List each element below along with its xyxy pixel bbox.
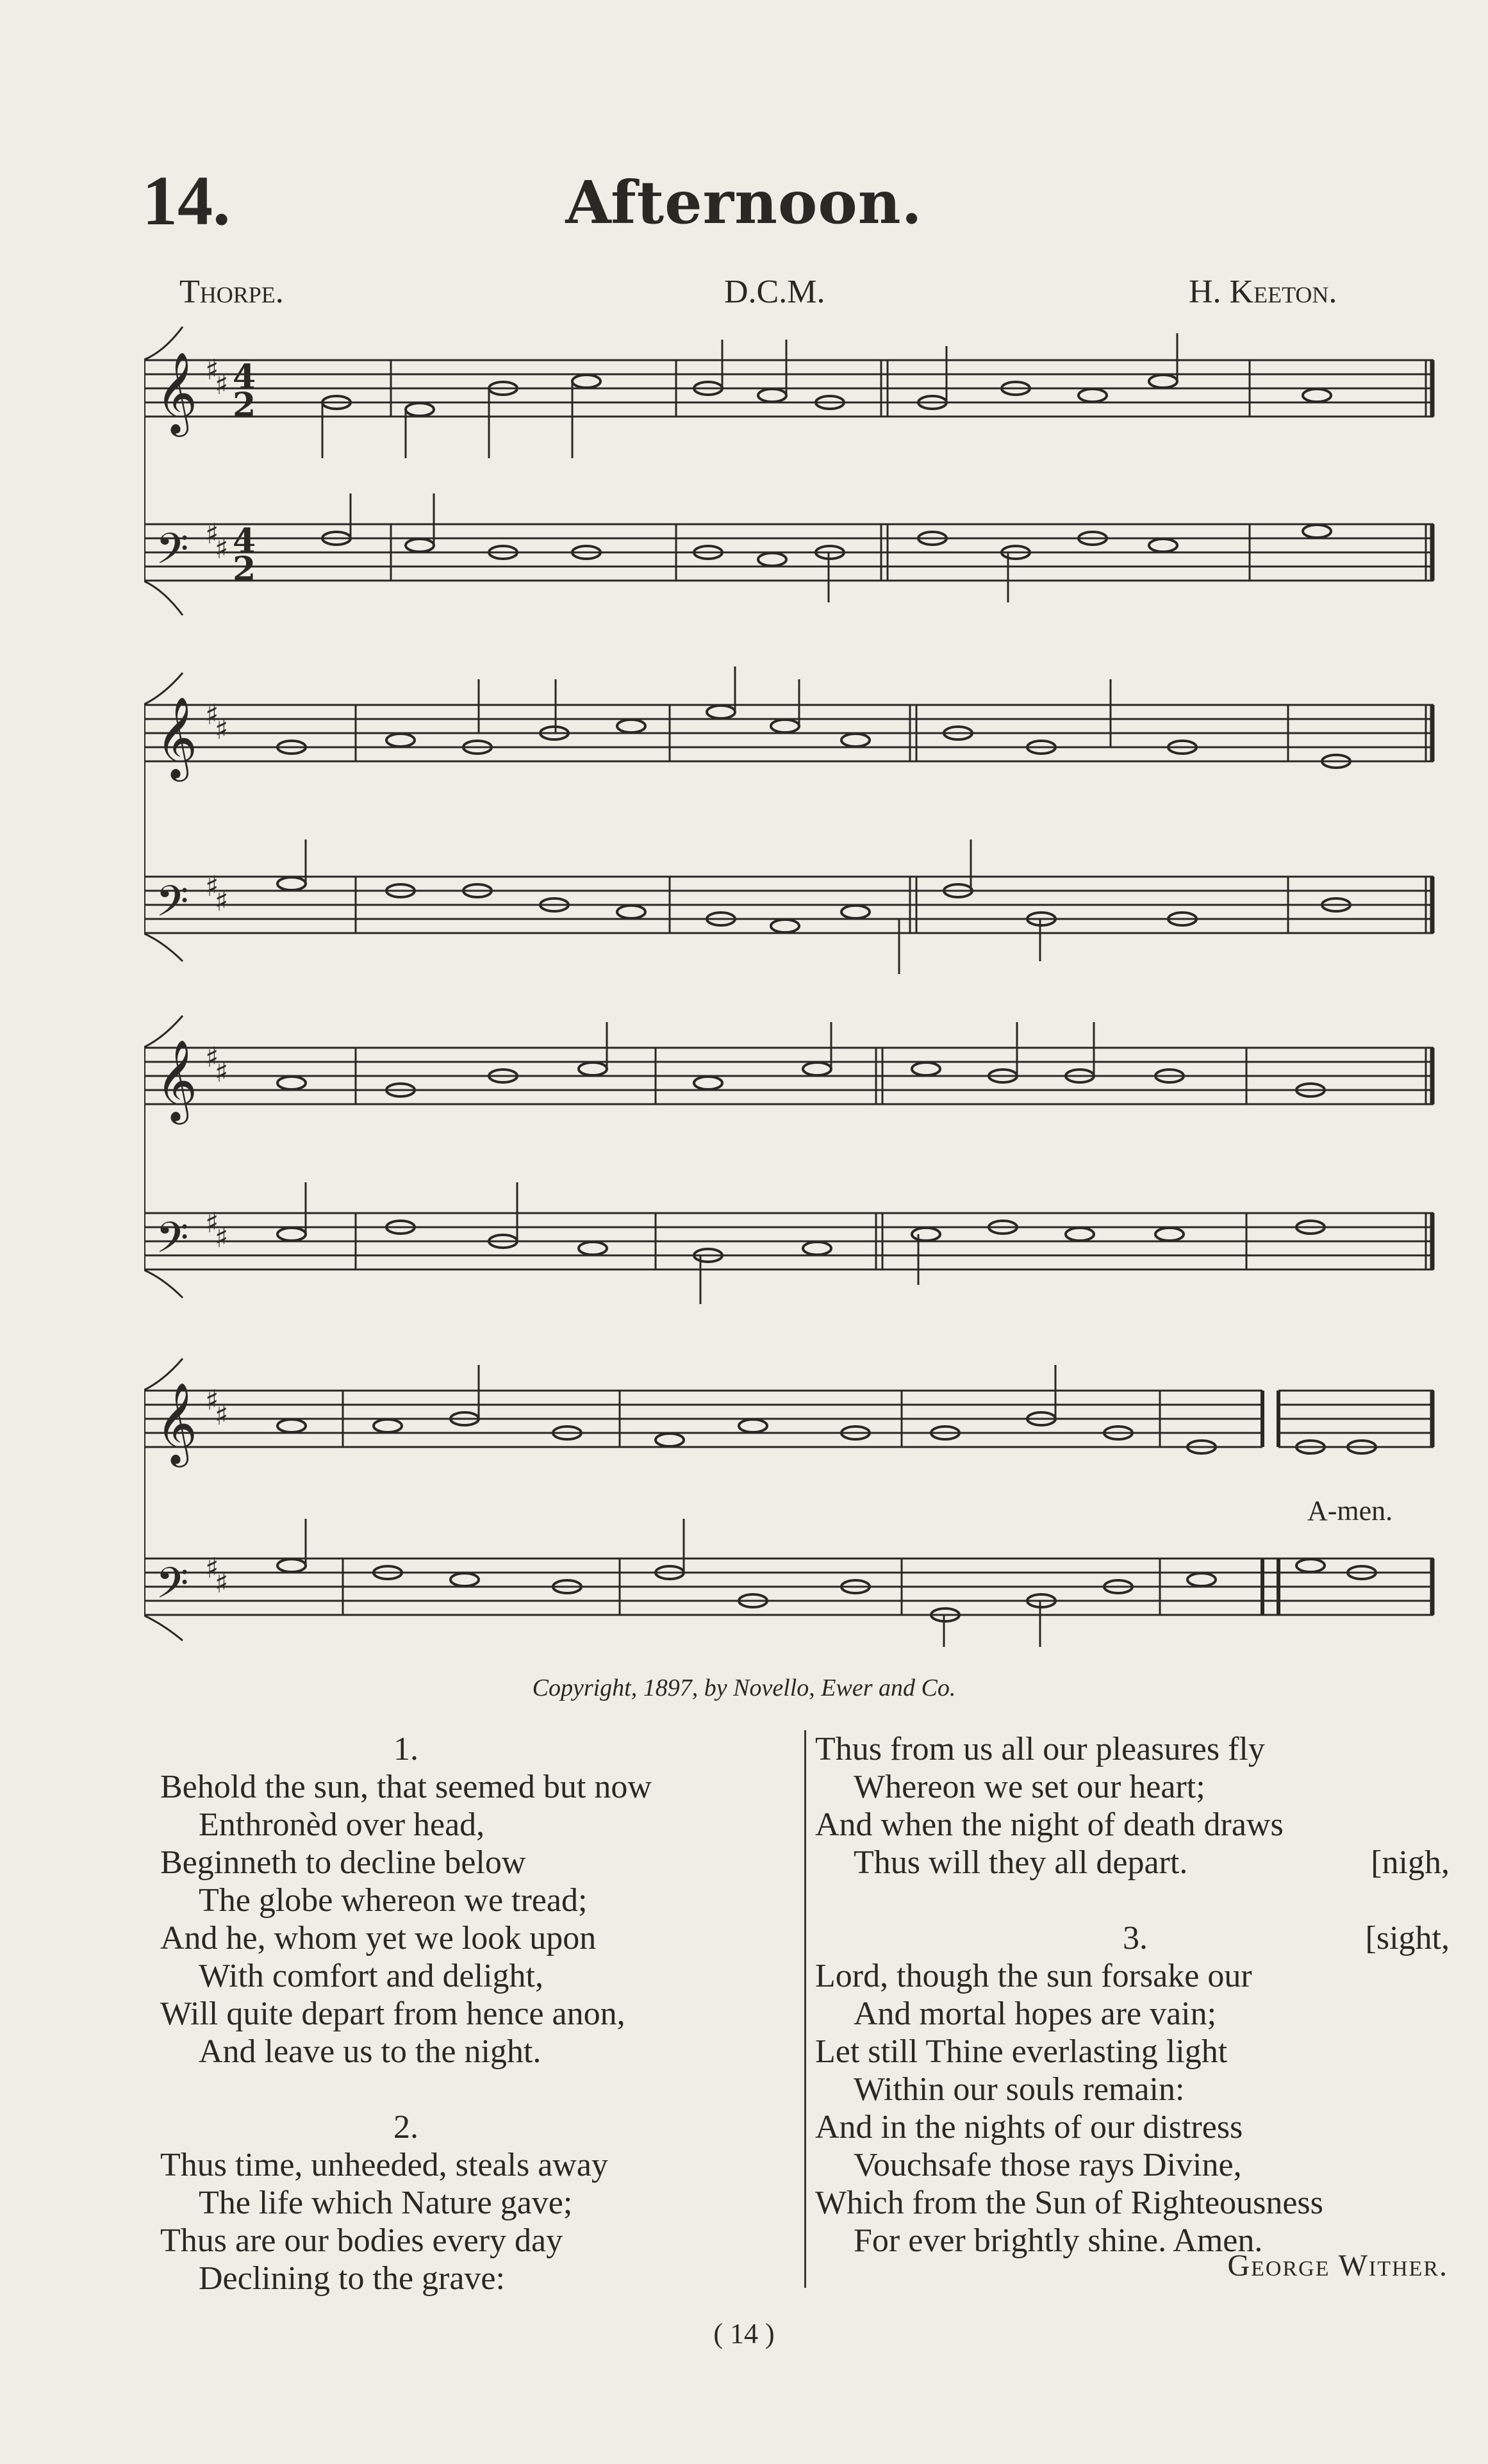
svg-text:♯: ♯: [215, 533, 229, 565]
column-divider: [804, 1730, 806, 2288]
svg-text:4: 4: [233, 522, 256, 561]
verse-line: Thus will they all depart.: [854, 1844, 1188, 1881]
svg-text:𝄞: 𝄞: [156, 1039, 198, 1121]
meter: D.C.M.: [724, 274, 825, 310]
composer: H. Keeton.: [1189, 274, 1337, 310]
svg-text:𝄞: 𝄞: [156, 696, 198, 778]
turnover-text: [nigh,: [1371, 1844, 1450, 1881]
verse-line: Enthronèd over head,: [199, 1807, 485, 1843]
verse-line: For ever brightly shine. Amen.: [854, 2222, 1263, 2259]
score-system-1: [144, 320, 1437, 628]
page-number: ( 14 ): [713, 2318, 775, 2349]
verse-line: Which from the Sun of Righteousness: [815, 2185, 1323, 2221]
svg-text:♯: ♯: [205, 1207, 219, 1239]
amen-text: A-men.: [1307, 1495, 1393, 1526]
music-system-2: [144, 654, 1437, 974]
verse-line: Declining to the grave:: [199, 2260, 505, 2297]
verse-number-2: 2.: [393, 2109, 418, 2146]
svg-text:2: 2: [233, 386, 256, 425]
music-system-3: [144, 996, 1437, 1317]
author-name: George Wither.: [1227, 2249, 1448, 2283]
svg-text:♯: ♯: [205, 699, 219, 731]
verse-line: And he, whom yet we look upon: [160, 1920, 597, 1956]
verse-line: The life which Nature gave;: [199, 2185, 573, 2221]
verse-line: Thus time, unheeded, steals away: [160, 2147, 608, 2183]
verse-line: Vouchsafe those rays Divine,: [854, 2147, 1242, 2183]
tune-name: Thorpe.: [179, 274, 284, 310]
svg-text:♯: ♯: [205, 1384, 219, 1417]
svg-text:♯: ♯: [215, 1056, 229, 1089]
svg-text:♯: ♯: [215, 368, 229, 401]
svg-text:2: 2: [233, 550, 256, 589]
music-system-4: [144, 1339, 1437, 1660]
verse-line: Lord, though the sun forsake our: [815, 1958, 1252, 1994]
svg-text:𝄞: 𝄞: [156, 1382, 198, 1464]
verse-number-3: 3.: [1123, 1920, 1148, 1956]
verse-line: And when the night of death draws: [815, 1807, 1284, 1843]
verse-line: The globe whereon we tread;: [199, 1882, 588, 1919]
music-system-1: [144, 320, 1437, 628]
svg-text:♯: ♯: [215, 1399, 229, 1432]
copyright-notice: Copyright, 1897, by Novello, Ewer and Co.: [532, 1674, 956, 1701]
hymn-number: 14.: [142, 161, 231, 240]
verse-column-left: [160, 1730, 652, 2297]
svg-text:𝄞: 𝄞: [156, 351, 198, 433]
verse-line: Within our souls remain:: [854, 2071, 1185, 2108]
verse-line: Beginneth to decline below: [160, 1844, 526, 1881]
verse-line: And mortal hopes are vain;: [854, 1996, 1217, 2032]
verse-line: And in the nights of our distress: [815, 2109, 1243, 2146]
svg-text:♯: ♯: [215, 1567, 229, 1600]
verse-line: With comfort and delight,: [199, 1958, 544, 1994]
svg-text:♯: ♯: [205, 354, 219, 386]
hymn-title: Afternoon.: [565, 168, 923, 237]
verse-line: Thus are our bodies every day: [160, 2222, 563, 2259]
turnover-text: [sight,: [1365, 1920, 1450, 1956]
svg-text:𝄢: 𝄢: [156, 1559, 189, 1618]
svg-text:4: 4: [233, 358, 256, 397]
score-system-3: [144, 996, 1437, 1317]
score-system-4: [144, 1339, 1437, 1660]
verse-line: And leave us to the night.: [199, 2033, 541, 2070]
svg-text:♯: ♯: [215, 1221, 229, 1254]
svg-text:♯: ♯: [215, 885, 229, 918]
verse-line: Thus from us all our pleasures fly: [815, 1731, 1265, 1767]
verse-line: Whereon we set our heart;: [854, 1769, 1205, 1805]
svg-text:𝄢: 𝄢: [156, 524, 189, 584]
verse-line: Behold the sun, that seemed but now: [160, 1769, 652, 1805]
svg-text:♯: ♯: [215, 713, 229, 746]
verse-column-right: [815, 1730, 1450, 2260]
svg-text:♯: ♯: [205, 1041, 219, 1074]
svg-text:♯: ♯: [205, 518, 219, 550]
verse-line: Let still Thine everlasting light: [815, 2033, 1228, 2070]
svg-text:𝄢: 𝄢: [156, 1213, 189, 1273]
svg-text:𝄢: 𝄢: [156, 877, 189, 936]
verse-line: Will quite depart from hence anon,: [160, 1996, 625, 2032]
svg-text:♯: ♯: [205, 870, 219, 903]
svg-text:♯: ♯: [205, 1552, 219, 1585]
verse-number-1: 1.: [393, 1731, 418, 1767]
score-system-2: [144, 654, 1437, 974]
